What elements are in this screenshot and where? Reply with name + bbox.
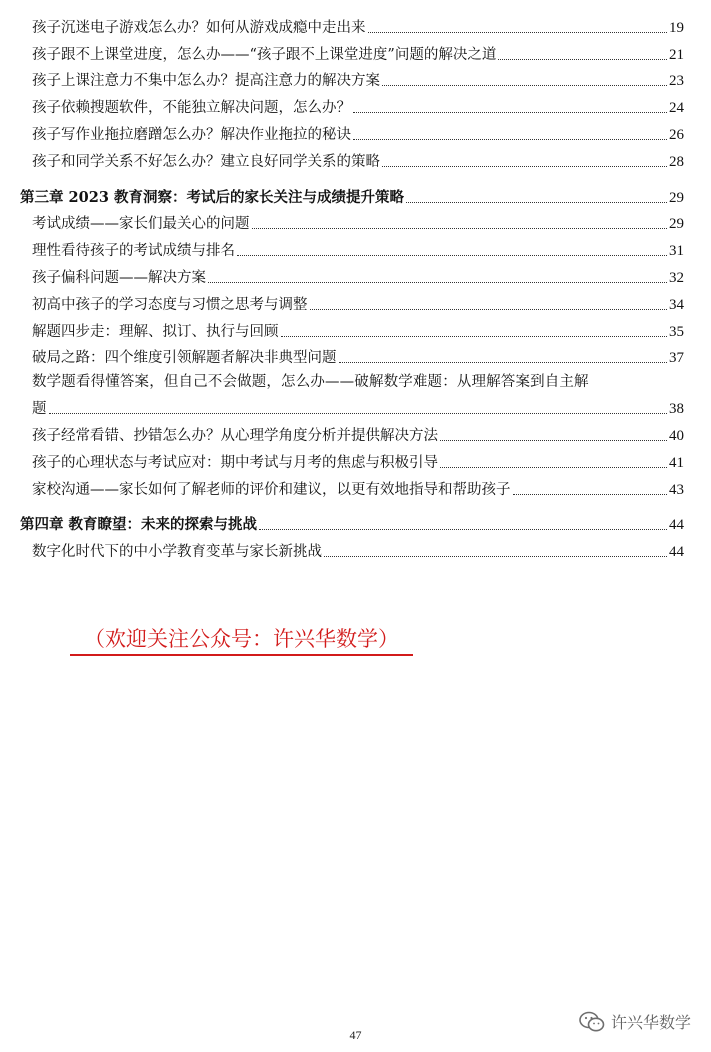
- toc-entry-page: 37: [669, 350, 684, 367]
- watermark-text: 许兴华数学: [610, 1013, 691, 1032]
- toc-entry[interactable]: [20, 233, 684, 260]
- toc-entry[interactable]: [20, 117, 684, 144]
- dot-leader: [353, 139, 667, 140]
- toc-entry-page: 43: [669, 481, 684, 498]
- toc-entry-title: 孩子的心理状态与考试应对：期中考试与月考的焦虑与积极引导: [32, 454, 438, 471]
- toc-entry-title: 考试成绩——家长们最关心的问题: [32, 216, 250, 233]
- toc-chapter-title: 第四章 教育瞭望：未来的探索与挑战: [20, 516, 258, 534]
- toc-entry-wrapped[interactable]: [20, 367, 684, 418]
- toc-entry-page: 41: [669, 454, 684, 471]
- dot-leader: [310, 309, 668, 310]
- dot-leader: [339, 362, 668, 363]
- toc-entry-title: 破局之路：四个维度引领解题者解决非典型问题: [32, 350, 337, 367]
- toc-entry-page: 19: [669, 19, 684, 36]
- dot-leader: [324, 556, 667, 557]
- toc-entry-title: 孩子写作业拖拉磨蹭怎么办？解决作业拖拉的秘诀: [32, 126, 351, 143]
- dot-leader: [353, 112, 667, 113]
- toc-entry-page: 35: [669, 323, 684, 340]
- toc-entry-page: 21: [669, 46, 684, 63]
- toc-entry-page: 26: [669, 126, 684, 143]
- toc-entry-title-cont: 题: [32, 401, 47, 418]
- toc-entry-title: 家校沟通——家长如何了解老师的评价和建议，以更有效地指导和帮助孩子: [32, 481, 511, 498]
- toc-entry-title: 解题四步走：理解、拟订、执行与回顾: [32, 323, 279, 340]
- toc-entry-page: 23: [669, 73, 684, 90]
- toc-chapter-title: 第三章 2023 教育洞察：考试后的家长关注与成绩提升策略: [20, 188, 404, 206]
- dot-leader: [406, 202, 667, 203]
- toc-entry-title-line2: [20, 391, 684, 418]
- toc-entry-title: 孩子偏科问题——解决方案: [32, 269, 206, 286]
- toc-entry-page: 40: [669, 427, 684, 444]
- dot-leader: [237, 255, 667, 256]
- toc-entry[interactable]: [20, 341, 684, 368]
- dot-leader: [440, 467, 667, 468]
- toc-entry-page: 32: [669, 269, 684, 286]
- toc-entry[interactable]: [20, 314, 684, 341]
- toc-entry-title: 理性看待孩子的考试成绩与排名: [32, 243, 235, 260]
- toc-chapter-page: 44: [669, 517, 684, 534]
- toc-entry-page: 44: [669, 544, 684, 561]
- toc-entry[interactable]: [20, 445, 684, 472]
- dot-leader: [49, 413, 668, 414]
- follow-account-note: （欢迎关注公众号：许兴华数学）: [70, 626, 413, 656]
- dot-leader: [382, 166, 667, 167]
- toc-entry[interactable]: [20, 90, 684, 117]
- dot-leader: [498, 59, 667, 60]
- dot-leader: [259, 529, 667, 530]
- toc-entry-page: 38: [669, 401, 684, 418]
- dot-leader: [252, 228, 668, 229]
- toc-entry-page: 28: [669, 153, 684, 170]
- toc-entry-title-line1: [20, 367, 684, 391]
- toc-entry-page: 29: [669, 216, 684, 233]
- toc-entry-title: 数字化时代下的中小学教育变革与家长新挑战: [32, 544, 322, 561]
- toc-entry[interactable]: [20, 207, 684, 234]
- toc-entry[interactable]: [20, 144, 684, 171]
- toc-chapter-4[interactable]: [20, 508, 684, 535]
- dot-leader: [513, 494, 668, 495]
- dot-leader: [368, 32, 668, 33]
- wechat-icon: [579, 1011, 605, 1033]
- dot-leader: [281, 336, 668, 337]
- toc-entry-title-text: 数学题看得懂答案，但自己不会做题，怎么办——破解数学难题：从理解答案到自主解: [32, 374, 589, 391]
- toc-chapter-3[interactable]: [20, 180, 684, 207]
- dot-leader: [440, 440, 667, 441]
- toc-entry-title: 孩子跟不上课堂进度，怎么办——“孩子跟不上课堂进度”问题的解决之道: [32, 46, 497, 63]
- toc-entry-page: 24: [669, 100, 684, 117]
- toc-entry-page: 34: [669, 296, 684, 313]
- toc-entry[interactable]: [20, 260, 684, 287]
- toc-entry[interactable]: [20, 64, 684, 91]
- toc-entry[interactable]: [20, 10, 684, 37]
- watermark: [579, 1010, 691, 1033]
- toc-entry-title: 孩子上课注意力不集中怎么办？提高注意力的解决方案: [32, 73, 380, 90]
- dot-leader: [208, 282, 667, 283]
- toc-entry-title: 孩子沉迷电子游戏怎么办？如何从游戏成瘾中走出来: [32, 19, 366, 36]
- toc-entry[interactable]: [20, 287, 684, 314]
- page-number: 47: [349, 1028, 362, 1042]
- toc-entry[interactable]: [20, 418, 684, 445]
- toc-entry-title: 孩子和同学关系不好怎么办？建立良好同学关系的策略: [32, 153, 380, 170]
- toc-entry-title: 孩子依赖搜题软件，不能独立解决问题，怎么办？: [32, 100, 351, 117]
- toc-entry-title: 初高中孩子的学习态度与习惯之思考与调整: [32, 296, 308, 313]
- dot-leader: [382, 85, 667, 86]
- table-of-contents: [20, 10, 684, 561]
- toc-entry[interactable]: [20, 472, 684, 499]
- toc-entry[interactable]: [20, 37, 684, 64]
- toc-entry-title: 孩子经常看错、抄错怎么办？从心理学角度分析并提供解决方法: [32, 427, 438, 444]
- toc-chapter-page: 29: [669, 189, 684, 206]
- toc-entry[interactable]: [20, 534, 684, 561]
- toc-entry-page: 31: [669, 243, 684, 260]
